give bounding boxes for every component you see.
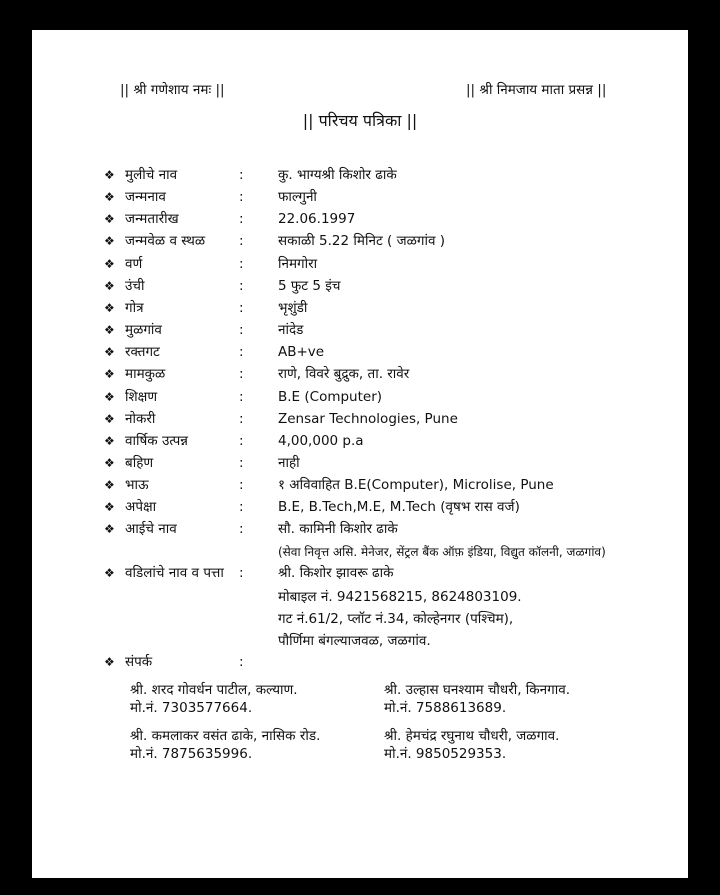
bullet-icon: ❖ xyxy=(104,345,115,360)
contact-name: श्री. उल्हास घनश्याम चौधरी, किनगाव. xyxy=(384,682,571,698)
field-label: गोत्र xyxy=(125,299,144,316)
field-colon: : xyxy=(239,432,244,449)
field-colon: : xyxy=(239,255,244,272)
bullet-icon: ❖ xyxy=(104,212,115,227)
contact-phone: मो.नं. 7303577664. xyxy=(130,700,253,716)
field-label: वडिलांचे नाव व पत्ता xyxy=(125,565,224,581)
field-colon: : xyxy=(239,211,244,228)
field-value: नांदेड xyxy=(278,322,304,339)
father-mobile: मोबाइल नं. 9421568215, 8624803109. xyxy=(278,589,522,605)
bullet-icon: ❖ xyxy=(104,500,115,515)
field-label: भाऊ xyxy=(125,477,149,494)
field-value: नाही xyxy=(278,454,300,471)
header-right-invocation: || श्री निमजाय माता प्रसन्न || xyxy=(466,82,607,98)
bullet-icon: ❖ xyxy=(104,190,115,205)
field-value: B.E, B.Tech,M.E, M.Tech (वृषभ रास वर्ज) xyxy=(278,499,520,516)
bullet-icon: ❖ xyxy=(104,323,115,338)
contact-phone: मो.नं. 9850529353. xyxy=(384,746,507,762)
field-value: राणे, विवरे बुद्रुक, ता. रावेर xyxy=(278,366,410,383)
field-value: 22.06.1997 xyxy=(278,211,356,228)
field-colon: : xyxy=(239,366,244,383)
bullet-icon: ❖ xyxy=(104,478,115,493)
field-value: भृशुंडी xyxy=(278,299,308,316)
bullet-icon: ❖ xyxy=(104,655,115,669)
field-colon: : xyxy=(239,344,244,361)
contact-person-3 xyxy=(130,727,320,763)
contact-person-4 xyxy=(384,727,559,763)
bullet-icon: ❖ xyxy=(104,256,115,271)
father-address-line2: पौर्णिमा बंगल्याजवळ, जळगांव. xyxy=(278,633,431,649)
field-colon: : xyxy=(239,454,244,471)
bullet-icon: ❖ xyxy=(104,389,115,404)
field-colon: : xyxy=(239,499,244,516)
field-label: जन्मतारीख xyxy=(125,211,179,228)
field-colon: : xyxy=(239,477,244,494)
field-value: AB+ve xyxy=(278,344,325,361)
contact-name: श्री. शरद गोवर्धन पाटील, कल्याण. xyxy=(130,682,298,698)
bullet-icon: ❖ xyxy=(104,433,115,448)
field-value: कु. भाग्यश्री किशोर ढाके xyxy=(278,167,397,183)
field-value: B.E (Computer) xyxy=(278,388,383,405)
field-colon: : xyxy=(239,299,244,316)
field-label: संपर्क xyxy=(125,654,153,670)
contact-name: श्री. कमलाकर वसंत ढाके, नासिक रोड. xyxy=(130,728,321,744)
bullet-icon: ❖ xyxy=(104,566,115,580)
field-label: आईचे नाव xyxy=(125,521,177,538)
field-label: शिक्षण xyxy=(125,388,158,405)
field-value: १ अविवाहित B.E(Computer), Microlise, Pune xyxy=(278,477,554,494)
field-colon: : xyxy=(239,189,244,206)
bullet-icon: ❖ xyxy=(104,278,115,293)
field-colon: : xyxy=(239,388,244,405)
field-label: मुळगांव xyxy=(125,322,162,339)
field-value: 4,00,000 p.a xyxy=(278,432,364,449)
bullet-icon: ❖ xyxy=(104,168,115,182)
field-value: फाल्गुनी xyxy=(278,189,317,206)
bullet-icon: ❖ xyxy=(104,300,115,315)
field-colon: : xyxy=(239,654,244,670)
field-colon: : xyxy=(239,322,244,339)
field-label: अपेक्षा xyxy=(125,499,157,516)
field-value: 5 फुट 5 इंच xyxy=(278,277,341,294)
document-page xyxy=(32,30,688,878)
field-colon: : xyxy=(239,521,244,538)
field-value: सकाळी 5.22 मिनिट ( जळगांव ) xyxy=(278,233,446,250)
field-colon: : xyxy=(239,167,244,183)
mother-note: (सेवा निवृत्त असि. मेनेजर, सेंट्रल बैंक ऑफ़ इंडिया, विद्युत कॉलनी, जळगांव) xyxy=(278,545,606,559)
header-left-invocation: || श्री गणेशाय नमः || xyxy=(120,82,225,98)
bullet-icon: ❖ xyxy=(104,234,115,249)
father-name: श्री. किशोर झावरू ढाके xyxy=(278,565,394,581)
contact-phone: मो.नं. 7588613689. xyxy=(384,700,507,716)
field-colon: : xyxy=(239,565,244,581)
field-value: निमगोरा xyxy=(278,255,318,272)
field-colon: : xyxy=(239,277,244,294)
field-label: मामकुळ xyxy=(125,366,166,383)
field-colon: : xyxy=(239,233,244,250)
bullet-icon: ❖ xyxy=(104,367,115,382)
field-label: जन्मनाव xyxy=(125,189,166,206)
field-label: वर्ण xyxy=(125,255,143,272)
field-label: नोकरी xyxy=(125,410,156,427)
field-label: वार्षिक उत्पन्न xyxy=(125,432,188,449)
field-label: जन्मवेळ व स्थळ xyxy=(125,233,206,250)
contact-person-1 xyxy=(130,681,298,717)
document-title: || परिचय पत्रिका || xyxy=(302,111,418,130)
field-colon: : xyxy=(239,410,244,427)
father-address-line1: गट नं.61/2, प्लॉट नं.34, कोल्हेनगर (पश्चिम), xyxy=(278,611,514,627)
field-label: रक्तगट xyxy=(125,344,160,361)
contact-person-2 xyxy=(384,681,570,717)
bullet-icon: ❖ xyxy=(104,522,115,537)
contact-name: श्री. हेमचंद्र रघुनाथ चौधरी, जळगाव. xyxy=(384,728,560,744)
bullet-icon: ❖ xyxy=(104,411,115,426)
field-value: सौ. कामिनी किशोर ढाके xyxy=(278,521,398,538)
contact-phone: मो.नं. 7875635996. xyxy=(130,746,253,762)
field-label: बहिण xyxy=(125,454,154,471)
field-value: Zensar Technologies, Pune xyxy=(278,410,458,427)
field-label: मुलीचे नाव xyxy=(125,167,178,183)
field-label: उंची xyxy=(125,277,145,294)
bullet-icon: ❖ xyxy=(104,455,115,470)
